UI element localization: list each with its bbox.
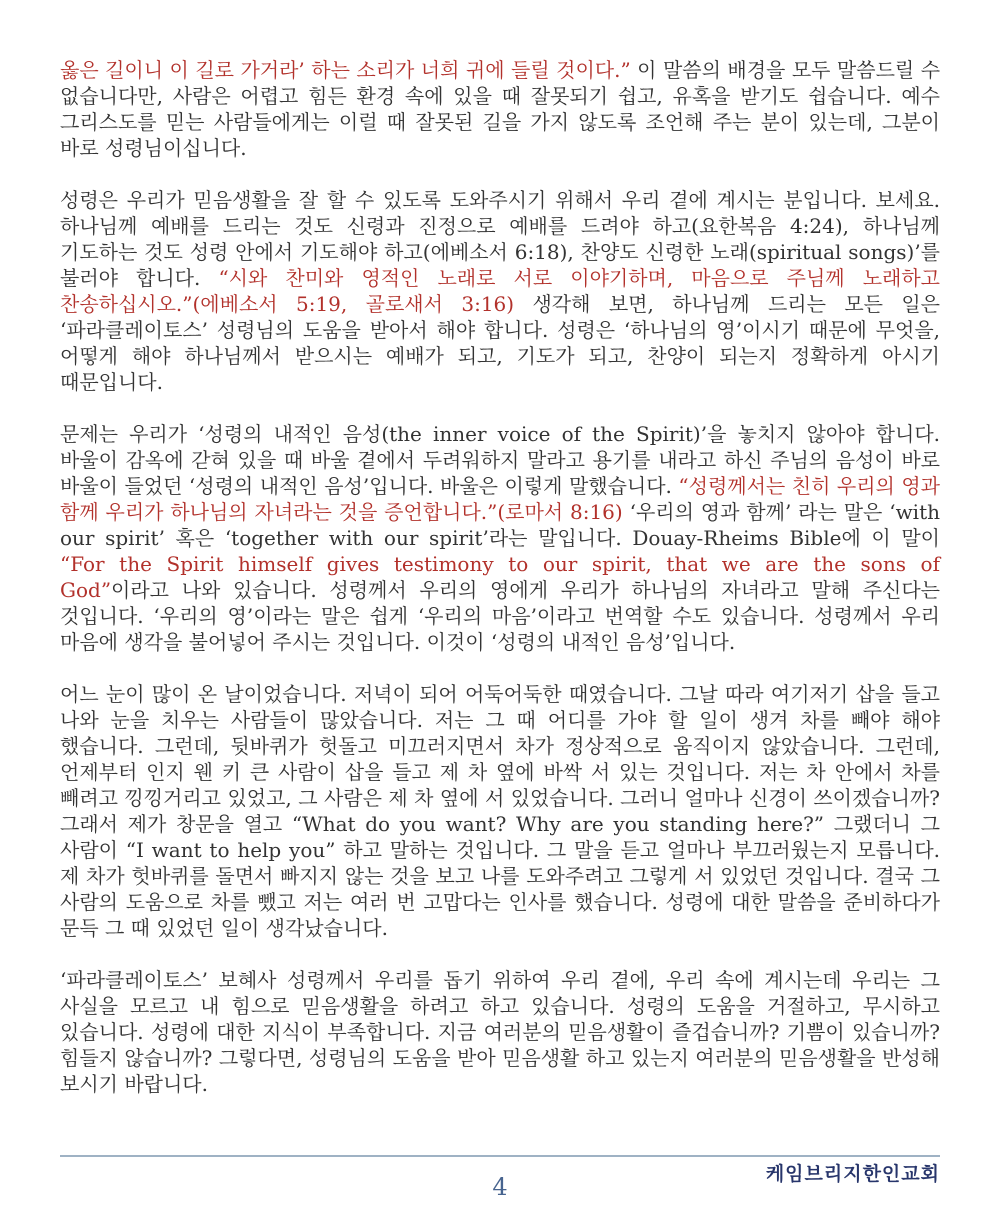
page-footer: [60, 1155, 940, 1201]
page-number: 4: [492, 1173, 508, 1201]
text-run: 이라고 나와 있습니다. 성령께서 우리의 영에게 우리가 하나님의 자녀라고 말해 주신다는 것입니다. ‘우리의 영’이라는 말은 쉽게 ‘우리의 마음’이라고 번역할 수도 있습니다. 성령께서 우리 마음에 생각을 불어넣어 주시는 것입니다. 이것이 ‘성령의 내적인 음성’입니다.: [60, 578, 940, 654]
highlighted-text-run: “시와 찬미와 영적인 노래로 서로 이야기하며, 마음으로 주님께 노래하고 찬송하십시오.”(에베소서 5:19, 골로새서 3:16): [60, 266, 940, 316]
highlighted-text-run: 옳은 길이니 이 길로 가거라’ 하는 소리가 너희 귀에 들릴 것이다.”: [60, 58, 631, 82]
text-run: 이 말씀의 배경을 모두 말씀드릴 수 없습니다만, 사람은 어렵고 힘든 환경 속에 있을 때 잘못되기 쉽고, 유혹을 받기도 쉽습니다. 예수 그리스도를 믿는 사람들에게는 이럴 때 잘못된 길을 가지 않도록 조언해 주는 분이 있는데, 그분이 바로 성령님이십니다.: [60, 58, 941, 160]
paragraph: [60, 681, 940, 941]
text-run: 성령은 우리가 믿음생활을 잘 할 수 있도록 도와주시기 위해서 우리 곁에 계시는 분입니다. 보세요. 하나님께 예배를 드리는 것도 신령과 진정으로 예배를 드려야 하고(요한복음 4:24), 하나님께 기도하는 것도 성령 안에서 기도해야 하고(에베소서 6:18), 찬양도 신령한 노래(spiritual songs)’를 불러야 합니다.: [60, 188, 940, 290]
document-body: [60, 57, 940, 1097]
text-run: ‘우리의 영과 함께’ 라는 말은 ‘with our spirit’ 혹은 ‘together with our spirit’라는 말입니다. Douay-Rheims Bible에 이 말이: [60, 500, 940, 550]
footer-divider: [60, 1155, 940, 1157]
footer-church-name: 케임브리지한인교회: [765, 1163, 940, 1185]
text-run: ‘파라클레이토스’ 보혜사 성령께서 우리를 돕기 위하여 우리 곁에, 우리 속에 계시는데 우리는 그 사실을 모르고 내 힘으로 믿음생활을 하려고 하고 있습니다. 성령의 도움을 거절하고, 무시하고 있습니다. 성령에 대한 지식이 부족합니다. 지금 여러분의 믿음생활이 즐겁습니까? 기쁨이 있습니까? 힘들지 않습니까? 그렇다면, 성령님의 도움을 받아 믿음생활 하고 있는지 여러분의 믿음생활을 반성해 보시기 바랍니다.: [60, 968, 940, 1096]
text-run: 생각해 보면, 하나님께 드리는 모든 일은 ‘파라클레이토스’ 성령님의 도움을 받아서 해야 합니다. 성령은 ‘하나님의 영’이시기 때문에 무엇을, 어떻게 해야 하나님께서 받으시는 예배가 되고, 기도가 되고, 찬양이 되는지 정확하게 아시기 때문입니다.: [60, 292, 941, 394]
paragraph: [60, 967, 940, 1097]
highlighted-text-run: “성령께서는 친히 우리의 영과 함께 우리가 하나님의 자녀라는 것을 증언합니다.”(로마서 8:16): [60, 474, 940, 524]
paragraph: [60, 421, 940, 655]
paragraph: [60, 187, 940, 395]
text-run: 문제는 우리가 ‘성령의 내적인 음성(the inner voice of the Spirit)’을 놓치지 않아야 합니다. 바울이 감옥에 갇혀 있을 때 바울 곁에서 두려워하지 말라고 용기를 내라고 하신 주님의 음성이 바로 바울이 들었던 ‘성령의 내적인 음성’입니다. 바울은 이렇게 말했습니다.: [60, 422, 940, 498]
text-run: 어느 눈이 많이 온 날이었습니다. 저녁이 되어 어둑어둑한 때였습니다. 그날 따라 여기저기 삽을 들고 나와 눈을 치우는 사람들이 많았습니다. 저는 그 때 어디를 가야 할 일이 생겨 차를 빼야 해야 했습니다. 그런데, 뒷바퀴가 헛돌고 미끄러지면서 차가 정상적으로 움직이지 않았습니다. 그런데, 언제부터 인지 웬 키 큰 사람이 삽을 들고 제 차 옆에 바싹 서 있는 것입니다. 저는 차 안에서 차를 빼려고 낑낑거리고 있었고, 그 사람은 제 차 옆에 서 있었습니다. 그러니 얼마나 신경이 쓰이겠습니까? 그래서 제가 창문을 열고 “What do you want? Why are you standing here?” 그랬더니 그 사람이 “I want to help you” 하고 말하는 것입니다. 그 말을 듣고 얼마나 부끄러웠는지 모릅니다. 제 차가 헛바퀴를 돌면서 빠지지 않는 것을 보고 나를 도와주려고 그렇게 서 있었던 것입니다. 결국 그 사람의 도움으로 차를 뺐고 저는 여러 번 고맙다는 인사를 했습니다. 성령에 대한 말씀을 준비하다가 문득 그 때 있었던 일이 생각났습니다.: [60, 682, 940, 940]
paragraph: [60, 57, 940, 161]
highlighted-text-run: “For the Spirit himself gives testimony to our spirit, that we are the sons of God”: [60, 552, 940, 602]
